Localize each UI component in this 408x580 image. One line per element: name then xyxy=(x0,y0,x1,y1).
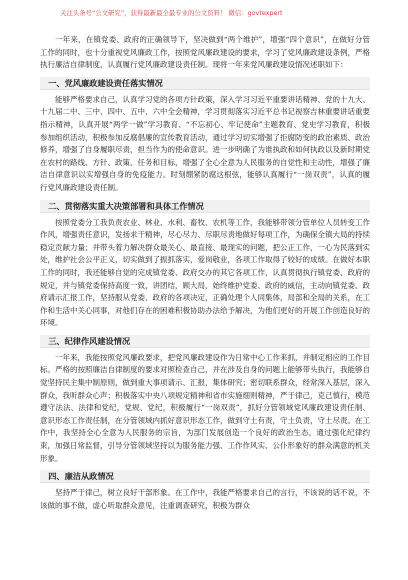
document-body xyxy=(40,34,370,512)
intro-paragraph: 一年来，在镇党委、政府的正确领导下，坚决做到“两个维护”，增强“四个意识”，在做好分管工作的同时，也十分重视党风廉政工作，按照党风廉政建设的要求，学习了党风廉政建设条例，严格执行廉洁自律制度，认真履行党风廉政建设责任制。现将一年来党风廉政建设情况述职如下： xyxy=(40,35,370,70)
section-3-paragraph: 一年来，我能按照党风廉政要求，把党风廉政建设作为日常中心工作来抓，并制定相应的工作目标。严格的按照廉洁自律制度的要求对照检查自己，并在涉及自身的问题上能够带头执行，我能够自觉坚持民主集中制原则，做到重大事项请示、汇报，集体研究；密切联系群众，经常深入基层，深入群众，我听群众心声；积极落实中央八项规定精神和省市实施细则精神，严于律己，克己慎行，模范遵守法法、法律和党纪，党规、党纪，积极履行“一岗双责”，抓好分管领域党风廉政建设责任制、意识形态工作责任制，在分管领域内抓好意识形态工作，做到守土有责，守土负责，守土尽责。在工作中，我坚持全心全意为人民服务的宗旨，为部门发展创造一个良好的政治生态，通过强化纪律约束，加强日常监督，引导分管领域坚持以为服务能力强、工作作风实、公仆形象好的群众满意的机关形象。 xyxy=(40,352,370,463)
promo-banner: 关注头条号“公文研究”，获得最新最全最专业的公文资料！ 微信：govtexpert xyxy=(60,9,283,17)
section-heading-4: 四、廉洁从政情况 xyxy=(40,470,370,483)
section-1-paragraph: 能够严格要求自己，认真学习党的各项方针政策，深入学习习近平重要讲话精神、党的十九大、十九届二中、三中、四中、五中、六中全会精神，学习贯彻落实习近平总书记视察吉林重要讲话重要指示精神，认真开展“两学一做”学习教育、“不忘初心、牢记使命”主题教育、党史学习教育，积极参加组织活动，积极参加反腐倡廉的宣传教育活动，通过学习切实增强了拒腐防变的政治素质、政治修养，增强了自身履职尽责，担当作为的使命意识。进一步明确了为谁执政和如何执政以及新时期党在农村的路线、方针、政策、任务和目标，增强了全心全意为人民服务的自觉性和主动性，增强了廉洁自律意识以实增强自身的免疫能力。时刻绷紧防腐这根弦，能够认真履行“一岗双责”，认真的履行党风廉政建设责任制。 xyxy=(40,94,370,192)
section-2-paragraph: 按照党委分工我负责农业、林业、水利、畜牧、农机等工作，我能够带领分管单位人员转变工作作风，增强责任意识，发扬求干精神，尽心尽力、尽职尽责地做好每项工作，为确保全镇大局的持续稳定贡献力量；并带头着力解决群众最关心、最直接、最现实的问题，把公正工作，一心为民落到实处，维护社会公平正义，切实做到了振抓落实，爱岗敬业，各项工作取得了较好的成绩。在做好本职工作的同时，我还能够自觉的完成镇党委、政府交办的其它各项工作，认真贯彻执行镇党委、政府的规定，并与镇党委保持高度一致，讲团结，顾大局，始终维护党委、政府的威信，主动向镇党委、政府请示汇报工作，坚持服从党委、政府的各项决定，正确处理个人同集体，局部和全局的关系，在工作和生活中关心同事，对他们存在的困难积极协助办法给予解决，为他们更好的开展工作创造良好的环境。 xyxy=(40,217,370,328)
section-4-paragraph: 坚持严于律己，树立良好干部形象。在工作中，我能严格要求自己的言行，不该说的话不说，不该做的事不做，虚心听取群众意见，注重调查研究，积极为群众 xyxy=(40,488,370,510)
section-heading-1: 一、党风廉政建设责任落实情况 xyxy=(40,77,370,90)
section-heading-3: 三、纪律作风建设情况 xyxy=(40,335,370,348)
section-heading-2: 二、贯彻落实重大决策部署和具体工作情况 xyxy=(40,200,370,213)
